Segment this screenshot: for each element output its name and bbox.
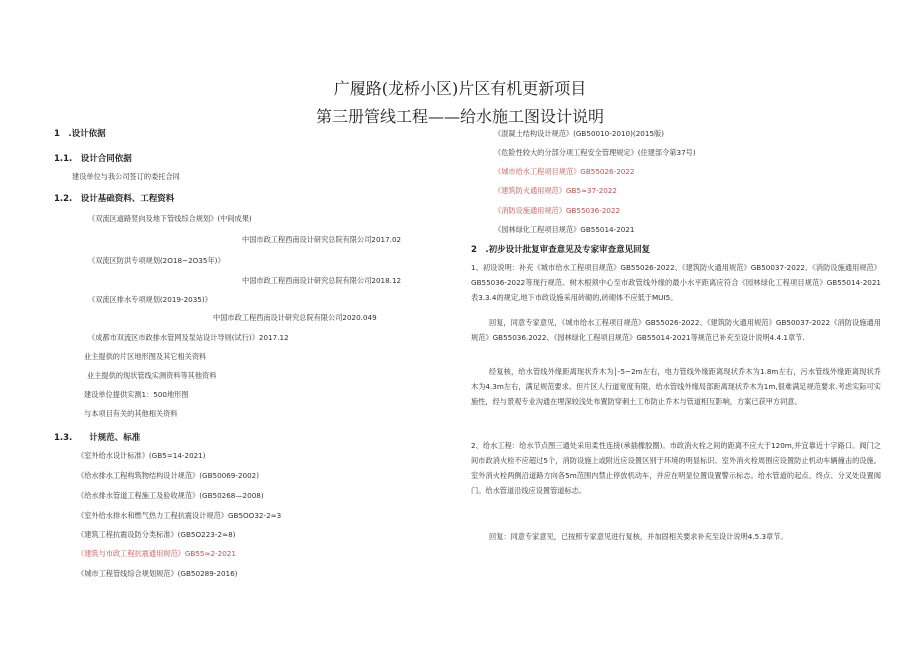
- paragraph-tree-check: 经复核，给水管线外缘距离现状乔木为│-5~2m左右，电力管线外缘距离现状乔木为1.8m左右，污水管线外缘距离现状乔木为4.3m左右，满足规范要求。但片区人行道宽度有限，给水管线外缘局部距离现状乔木为1m,很难满足规范要求.考虑实际可实施性，经与景观专业沟通在埋深较浅处布置防穿刺土工布防止乔木与管道相互影响，方案已获甲方同意。: [471, 367, 881, 406]
- section-1-1-text: 建设单位与我公司签订的委托合同: [72, 172, 180, 181]
- list-item: 《园林绿化工程项目规范》GB55014-2021: [494, 225, 635, 234]
- paragraph-reply-2: 回复：同意专家意见，已按照专家意见进行复核，并加固相关要求补充至设计说明4.5.3章节。: [489, 532, 788, 541]
- list-item: 《成都市双流区市政排水管网及泵站设计导则(试行)》2017.12: [88, 333, 289, 342]
- list-item: 中国市政工程西南设计研究总院有限公司2020.049: [213, 313, 377, 322]
- list-item: 《给水排水工程构筑物结构设计规范》(GB50069-2002): [77, 471, 260, 480]
- list-item-new-standard: 《建筑与市政工程抗震通用规范》GB55≈2-2021: [77, 549, 236, 558]
- list-item: 中国市政工程西南设计研究总院有限公司2017.02: [242, 235, 402, 244]
- list-item: 与本项目有关的其他相关资料: [84, 409, 178, 418]
- section-1-3-heading: 1.3. 计规范、标准: [54, 433, 141, 443]
- list-item-new-standard: 《城市给水工程项目规范》GB55026-2022: [494, 167, 635, 176]
- list-item: 建设单位提供实测1：500地形图: [84, 390, 189, 399]
- list-item-new-standard: 《建筑防火通用规范》GB5≈37-2022: [494, 186, 618, 195]
- project-title: 广履路(龙桥小区)片区有机更新项目: [333, 79, 587, 98]
- section-1-1-heading: 1.1. 设计合同依据: [54, 154, 132, 164]
- list-item: 《双流区防洪专项规划(2O18~2O35年)》: [88, 256, 225, 265]
- list-item: 《双流区道路竖向及地下管线综合规划》(中间成果): [88, 214, 252, 223]
- list-item: 《危险性较大的分部分项工程安全管理规定》(住建部令第37号): [494, 148, 696, 157]
- paragraph-preliminary-review: 1、初设说明：补充《城市给水工程项目规范》GB55026-2022、《建筑防火通用规范》GB50037-2022、《消防设施通用规范》GB55036-2022等现行规范。树木根须中心至市政管线外缘的最小水平距离应符合《园林绿化工程项目规范》GB55014-2021表3.3.4的规定,地下市政设施采用砖砌的,砖砌体不应低于MUI5。: [471, 263, 881, 302]
- section-1-heading: 1 .设计依据: [54, 129, 106, 139]
- list-item: 《室外给水设计标准》(GB5=14-2021): [77, 451, 206, 460]
- list-item: 《建筑工程抗震设防分类标准》(GB5O223-2≈8): [77, 530, 236, 539]
- list-item: 《室外给水排水和燃气热力工程抗震设计规范》GB5OO32-2≈3: [77, 511, 282, 520]
- list-item: 《城市工程管线综合规划规范》(GB50289-2016): [77, 569, 238, 578]
- list-item: 中国市政工程西南设计研究总院有限公司2018.12: [242, 276, 402, 285]
- list-item-new-standard: 《消防设施通用规范》GB55036-2022: [494, 206, 621, 215]
- list-item: 《双流区排水专项规划(2019-2035)》: [88, 295, 212, 304]
- volume-title: 第三册管线工程——给水施工图设计说明: [315, 107, 604, 126]
- paragraph-water-works: 2、给水工程：给水节点图三通处采用柔性连接(承插橡胶圈)。市政消火栓之间的距离不应大于120m,并宜靠近十字路口。阀门之间市政消火栓不应超过5个，消防设施上或附近应设置区别于环境的明显标识。室外消火栓周围应设置防止机动车辆撞击的设施。室外消火栓两侧沿道路方向各5m范围内禁止停放机动车，并应在明显位置设置警示标志。给水管道的起点、终点、分叉处设置阀门。给水管道沿线应设置管道标志。: [471, 441, 881, 495]
- section-2-heading: 2 .初步设计批复审查意见及专家审查意见回复: [471, 245, 651, 255]
- list-item: 《混凝土结构设计规范》(GB50010-2010)(2015版): [494, 129, 665, 138]
- list-item: 业主提供的现状管线实测资料等其他资料: [87, 371, 217, 380]
- list-item: 业主提供的片区地形图及其它相关资料: [84, 352, 207, 361]
- paragraph-reply-1: 回复，同意专家意见，《城市给水工程项目规范》GB55026-2022、《建筑防火通用规范》GB50037-2022《消防设施通用规范》GB55036.2022、《园林绿化工程项目规范》GB55014-2021等规范已补充至设计说明4.4.1章节.: [471, 318, 881, 342]
- section-1-2-heading: 1.2. 设计基础资料、工程资料: [54, 194, 175, 204]
- list-item: 《给水排水管道工程施工及验收规范》(GB50268—2008): [77, 491, 264, 500]
